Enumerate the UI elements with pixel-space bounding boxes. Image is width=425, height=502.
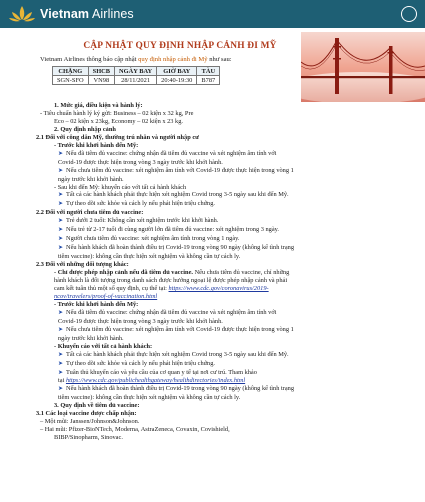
bullet-item: ➤ Nếu đã tiêm đủ vaccine: chứng nhận đã tiêm đủ vaccine và xét nghiệm âm tính với xyxy=(58,149,277,157)
arrow-bullet-icon: ➤ xyxy=(58,369,64,376)
arrow-bullet-icon: ➤ xyxy=(58,218,64,225)
bullet-item: ➤ Nếu chưa tiêm đủ vaccine: xét nghiệm âm tính với Covid-19 được thực hiện trong vòng 1 xyxy=(58,166,294,174)
bullet-item: ➤ Tuân thủ khuyến cáo và yêu cầu của cơ quan y tế tại nơi cư trú. Tham khảo xyxy=(58,368,257,376)
col-aircraft: TÀU xyxy=(197,67,220,76)
flight-table-header xyxy=(53,67,220,76)
text-line: tiêm vaccine): không cần thực hiện xét nghiệm và không cần tự cách ly. xyxy=(58,253,241,261)
text-line: tại https://www.cdc.gov/publichealthgateway/healthdirectories/index.html xyxy=(58,377,246,385)
cdc-vaccination-link[interactable]: https://www.cdc.gov/coronavirus/2019- xyxy=(168,284,269,292)
section-heading: 2. Quy định nhập cảnh xyxy=(54,125,116,133)
subsection-heading: 3.1 Các loại vaccine được chấp nhận: xyxy=(36,410,137,418)
document-body xyxy=(36,102,414,442)
text-line: tiêm vaccine): không cần thực hiện xét nghiệm và không cần tự cách ly. xyxy=(58,394,241,402)
table-row xyxy=(53,76,220,85)
arrow-bullet-icon: ➤ xyxy=(58,386,64,393)
bullet-item: ➤ Nếu hành khách đã hoàn thành điều trị Covid-19 trong vòng 90 ngày (không kể tình trạng xyxy=(58,385,295,393)
text-line: BIBP/Sinopharm, Sinovac. xyxy=(54,434,123,442)
cell-date: 28/11/2021 xyxy=(115,76,157,85)
group-heading: - Trước khi khởi hành đến Mỹ: xyxy=(54,141,139,149)
bullet-item: ➤ Tất cả các hành khách phải thực hiện xét nghiệm Covid trong 3-5 ngày sau khi đến Mỹ. xyxy=(58,191,289,199)
group-heading: - Khuyến cáo với tất cả hành khách: xyxy=(54,342,153,350)
brand-name: Vietnam Airlines xyxy=(40,7,134,21)
arrow-bullet-icon: ➤ xyxy=(58,236,64,243)
bullet-item: ➤ Nếu hành khách đã hoàn thành điều trị Covid-19 trong vòng 90 ngày (không kể tình trạng xyxy=(58,244,295,252)
col-flight-no: SHCB xyxy=(88,67,114,76)
group-heading: - Sau khi đến Mỹ: khuyến cáo với tất cả hành khách xyxy=(54,183,187,191)
text-line: – Một mũi: Janssen/Johnson&Johnson. xyxy=(40,418,140,426)
lotus-logo-icon xyxy=(8,3,36,25)
arrow-bullet-icon: ➤ xyxy=(58,326,64,333)
arrow-bullet-icon: ➤ xyxy=(58,201,64,208)
col-time: GIỜ BAY xyxy=(157,67,197,76)
cell-flight-no: VN98 xyxy=(88,76,114,85)
cdc-directory-link[interactable]: https://www.cdc.gov/publichealthgateway/healthdirectories/index.html xyxy=(65,377,246,385)
bridge-illustration xyxy=(301,32,425,102)
section-heading: 3. Quy định về tiêm đủ vaccine: xyxy=(54,402,140,410)
arrow-bullet-icon: ➤ xyxy=(58,150,64,157)
bullet-item: ➤ Nếu trẻ từ 2-17 tuổi đi cùng người lớn đã tiêm đủ vaccine: xét nghiệm trong 3 ngày. xyxy=(58,226,279,234)
text-line: - Chỉ được phép nhập cảnh nếu đã tiêm đủ vaccine. Nếu chưa tiêm đủ vaccine, chỉ những xyxy=(54,269,290,277)
entry-rules-link[interactable]: quy định nhập cảnh đi Mỹ xyxy=(138,56,208,63)
arrow-bullet-icon: ➤ xyxy=(58,360,64,367)
text-line: - Tiêu chuẩn hành lý ký gửi: Business – 02 kiện x 32 kg, Pre xyxy=(40,109,194,117)
bullet-item: ➤ Trẻ dưới 2 tuổi: Không cần xét nghiệm trước khi khởi hành. xyxy=(58,217,219,225)
menu-circle-icon[interactable] xyxy=(401,6,417,22)
golden-gate-photo xyxy=(301,32,425,102)
text-line: – Hai mũi: Pfizer-BioNTech, Moderna, AstraZeneca, Covaxin, Covishield, xyxy=(40,426,230,434)
arrow-bullet-icon: ➤ xyxy=(58,309,64,316)
page-title: CẬP NHẬT QUY ĐỊNH NHẬP CẢNH ĐI MỸ xyxy=(83,41,277,51)
arrow-bullet-icon: ➤ xyxy=(58,351,64,358)
cell-route: SGN-SFO xyxy=(53,76,89,85)
group-heading: - Trước khi khởi hành đến Mỹ: xyxy=(54,300,139,308)
subsection-heading: 2.1 Đối với công dân Mỹ, thường trú nhân và người nhập cư xyxy=(36,133,199,141)
bullet-item: ➤ Tất cả các hành khách phải thực hiện xét nghiệm Covid trong 3-5 ngày sau khi đến Mỹ. xyxy=(58,350,289,358)
text-line: ngày trước khi khởi hành. xyxy=(58,175,124,183)
intro-text: Vietnam Airlines thông báo cập nhật quy định nhập cảnh đi Mỹ như sau: xyxy=(40,56,232,63)
section-heading: 1. Mức giá, điều kiện và hành lý: xyxy=(54,102,143,109)
col-date: NGÀY BAY xyxy=(115,67,157,76)
arrow-bullet-icon: ➤ xyxy=(58,167,64,174)
text-line: hành khách là đối tượng trong danh sách được hưởng ngoại lệ được phép nhập cảnh và phải xyxy=(54,277,288,285)
subsection-heading: 2.2 Đối với người chưa tiêm đủ vaccine: xyxy=(36,209,144,217)
cell-time: 20:40-19:30 xyxy=(157,76,197,85)
bullet-item: ➤ Nếu chưa tiêm đủ vaccine: xét nghiệm âm tính với Covid-19 được thực hiện trong vòng 1 xyxy=(58,325,294,333)
col-route: CHẶNG xyxy=(53,67,89,76)
text-line: Covid-19 được thực hiện trong vòng 3 ngày trước khi khởi hành. xyxy=(58,158,223,166)
bullet-item: ➤ Người chưa tiêm đủ vaccine: xét nghiệm âm tính trong vòng 1 ngày. xyxy=(58,235,240,243)
app-header xyxy=(0,0,425,28)
flight-table xyxy=(52,66,220,85)
arrow-bullet-icon: ➤ xyxy=(58,192,64,199)
text-line: Eco – 02 kiện x 23kg, Economy – 02 kiện x 23 kg. xyxy=(54,117,183,125)
bullet-item: ➤ Tự theo dõi sức khỏe và cách ly nếu phát hiện triệu chứng. xyxy=(58,200,215,208)
subsection-heading: 2.3 Đối với những đối tượng khác: xyxy=(36,261,129,269)
arrow-bullet-icon: ➤ xyxy=(58,245,64,252)
bullet-item: ➤ Nếu đã tiêm đủ vaccine: chứng nhận đã tiêm đủ vaccine và xét nghiệm âm tính với xyxy=(58,308,277,316)
text-line: ngày trước khi khởi hành. xyxy=(58,334,124,342)
bullet-item: ➤ Tự theo dõi sức khỏe và cách ly nếu phát hiện triệu chứng. xyxy=(58,359,215,367)
cell-aircraft: B787 xyxy=(197,76,220,85)
cdc-vaccination-link-cont[interactable]: ncov/travelers/proof-of-vaccination.html xyxy=(54,292,158,300)
arrow-bullet-icon: ➤ xyxy=(58,227,64,234)
text-line xyxy=(36,293,414,301)
text-line: cam kết tuân thủ một số quy định, cụ thể tại: https://www.cdc.gov/coronavirus/2019- xyxy=(54,284,269,292)
text-line: Covid-19 được thực hiện trong vòng 3 ngày trước khi khởi hành. xyxy=(58,317,223,325)
